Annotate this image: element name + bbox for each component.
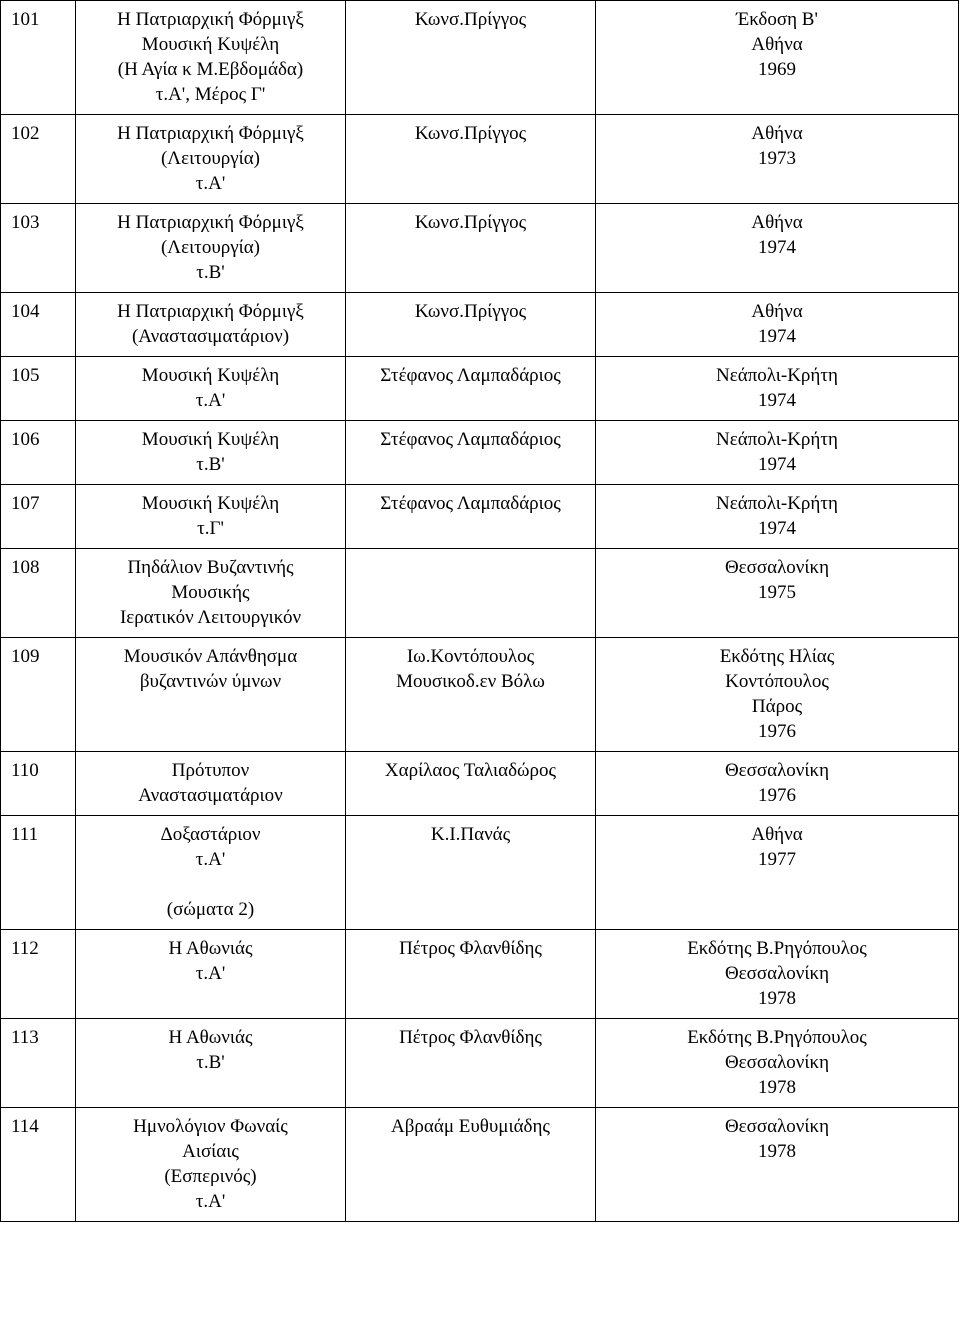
author-name: Κωνσ.Πρίγγος xyxy=(346,293,596,357)
table-row xyxy=(1,293,959,357)
publication-info: Νεάπολι-Κρήτη 1974 xyxy=(596,421,959,485)
entry-number: 109 xyxy=(1,638,76,752)
author-name: Κωνσ.Πρίγγος xyxy=(346,115,596,204)
publication-info: Έκδοση Β' Αθήνα 1969 xyxy=(596,1,959,115)
author-name xyxy=(346,549,596,638)
publication-info: Θεσσαλονίκη 1976 xyxy=(596,752,959,816)
author-name: Ιω.Κοντόπουλος Μουσικοδ.εν Βόλω xyxy=(346,638,596,752)
author-name: Κωνσ.Πρίγγος xyxy=(346,1,596,115)
table-row xyxy=(1,115,959,204)
entry-number: 113 xyxy=(1,1019,76,1108)
publication-info: Αθήνα 1973 xyxy=(596,115,959,204)
book-title: Πρότυπον Αναστασιματάριον xyxy=(76,752,346,816)
table-row xyxy=(1,1019,959,1108)
table-row xyxy=(1,638,959,752)
book-title: Μουσικόν Απάνθησμα βυζαντινών ύμνων xyxy=(76,638,346,752)
book-title: Δοξαστάριον τ.Α' (σώματα 2) xyxy=(76,816,346,930)
publication-info: Νεάπολι-Κρήτη 1974 xyxy=(596,357,959,421)
book-title: Μουσική Κυψέλη τ.Α' xyxy=(76,357,346,421)
entry-number: 112 xyxy=(1,930,76,1019)
entry-number: 110 xyxy=(1,752,76,816)
table-row xyxy=(1,752,959,816)
table-row xyxy=(1,357,959,421)
table-row xyxy=(1,485,959,549)
entry-number: 114 xyxy=(1,1108,76,1222)
publication-info: Εκδότης Β.Ρηγόπουλος Θεσσαλονίκη 1978 xyxy=(596,930,959,1019)
book-title: Η Πατριαρχική Φόρμιγξ (Λειτουργία) τ.Α' xyxy=(76,115,346,204)
author-name: Κωνσ.Πρίγγος xyxy=(346,204,596,293)
table-row xyxy=(1,549,959,638)
publication-info: Εκδότης Ηλίας Κοντόπουλος Πάρος 1976 xyxy=(596,638,959,752)
entry-number: 108 xyxy=(1,549,76,638)
table-row xyxy=(1,930,959,1019)
table-row xyxy=(1,204,959,293)
table-row xyxy=(1,421,959,485)
publication-info: Θεσσαλονίκη 1978 xyxy=(596,1108,959,1222)
entry-number: 105 xyxy=(1,357,76,421)
publication-info: Θεσσαλονίκη 1975 xyxy=(596,549,959,638)
entry-number: 103 xyxy=(1,204,76,293)
author-name: Στέφανος Λαμπαδάριος xyxy=(346,357,596,421)
book-title: Πηδάλιον Βυζαντινής Μουσικής Ιερατικόν Λειτουργικόν xyxy=(76,549,346,638)
author-name: Στέφανος Λαμπαδάριος xyxy=(346,485,596,549)
author-name: Χαρίλαος Ταλιαδώρος xyxy=(346,752,596,816)
table-row xyxy=(1,1,959,115)
book-title: Η Αθωνιάς τ.Α' xyxy=(76,930,346,1019)
entry-number: 102 xyxy=(1,115,76,204)
publication-info: Εκδότης Β.Ρηγόπουλος Θεσσαλονίκη 1978 xyxy=(596,1019,959,1108)
table-row xyxy=(1,1108,959,1222)
table-row xyxy=(1,816,959,930)
entry-number: 101 xyxy=(1,1,76,115)
book-title: Ημνολόγιον Φωναίς Αισίαις (Εσπερινός) τ.Α' xyxy=(76,1108,346,1222)
entry-number: 106 xyxy=(1,421,76,485)
entry-number: 111 xyxy=(1,816,76,930)
entry-number: 104 xyxy=(1,293,76,357)
book-title: Η Πατριαρχική Φόρμιγξ (Λειτουργία) τ.Β' xyxy=(76,204,346,293)
publication-info: Αθήνα 1974 xyxy=(596,293,959,357)
author-name: Πέτρος Φλανθίδης xyxy=(346,1019,596,1108)
book-title: Η Πατριαρχική Φόρμιγξ Μουσική Κυψέλη (Η Αγία κ Μ.Εβδομάδα) τ.Α', Μέρος Γ' xyxy=(76,1,346,115)
author-name: Κ.Ι.Πανάς xyxy=(346,816,596,930)
catalog-rows xyxy=(1,1,959,1222)
book-title: Μουσική Κυψέλη τ.Β' xyxy=(76,421,346,485)
book-title: Μουσική Κυψέλη τ.Γ' xyxy=(76,485,346,549)
book-title: Η Πατριαρχική Φόρμιγξ (Αναστασιματάριον) xyxy=(76,293,346,357)
publication-info: Αθήνα 1974 xyxy=(596,204,959,293)
author-name: Αβραάμ Ευθυμιάδης xyxy=(346,1108,596,1222)
entry-number: 107 xyxy=(1,485,76,549)
author-name: Στέφανος Λαμπαδάριος xyxy=(346,421,596,485)
publication-info: Αθήνα 1977 xyxy=(596,816,959,930)
book-title: Η Αθωνιάς τ.Β' xyxy=(76,1019,346,1108)
author-name: Πέτρος Φλανθίδης xyxy=(346,930,596,1019)
publication-info: Νεάπολι-Κρήτη 1974 xyxy=(596,485,959,549)
